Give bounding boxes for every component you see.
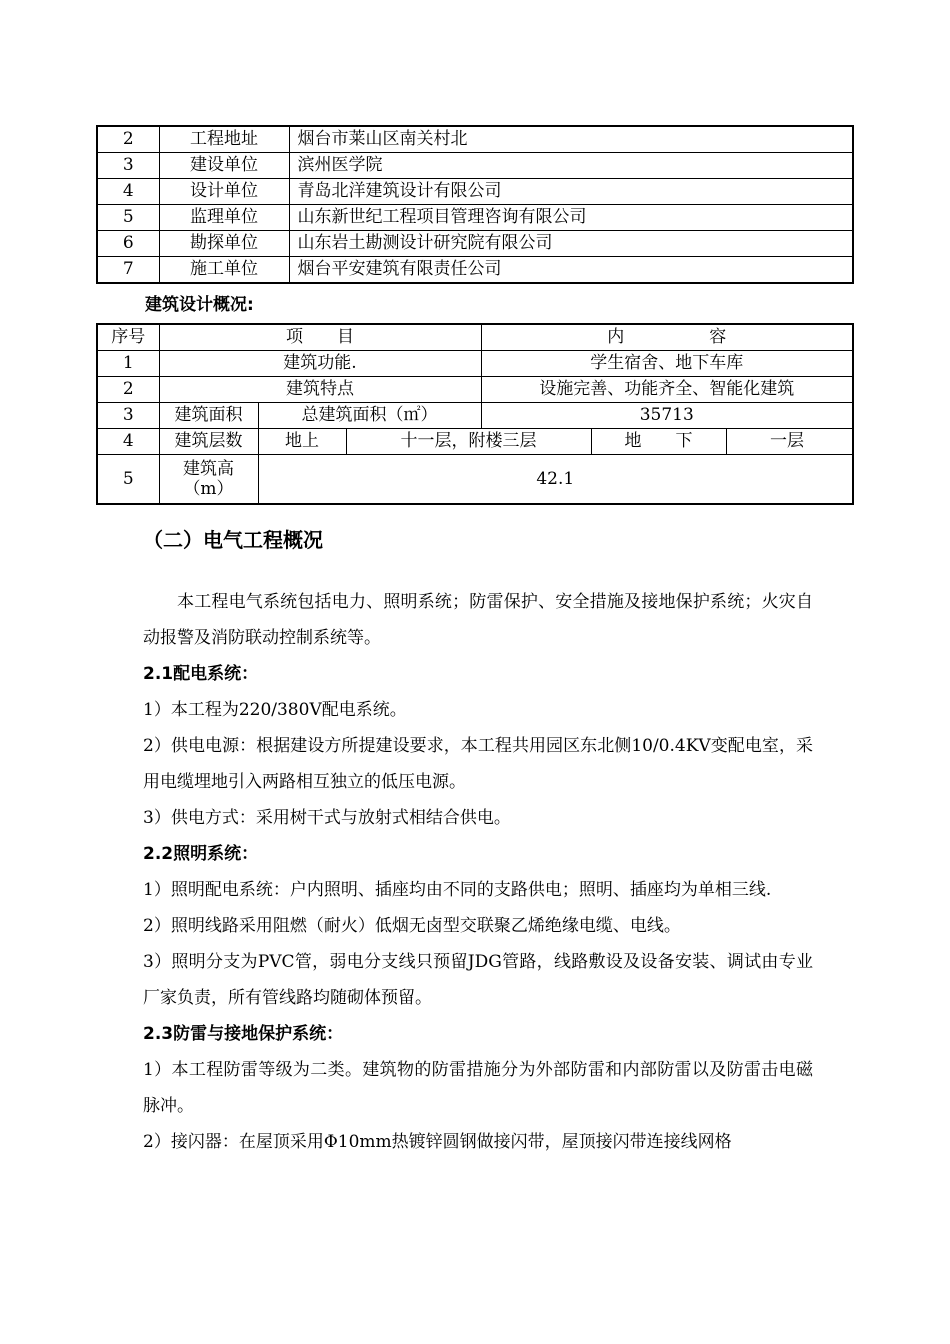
table-row	[97, 126, 853, 153]
paragraph: 1）照明配电系统：户内照明、插座均由不同的支路供电；照明、插座均为单相三线.	[143, 880, 772, 900]
section-body	[143, 584, 813, 1160]
row-label: 勘探单位	[159, 231, 289, 257]
paragraph: 2）供电电源：根据建设方所提建设要求，本工程共用园区东北侧10/0.4KV变配电室，采用电缆埋地引入两路相互独立的低压电源。	[143, 736, 813, 792]
above-ground-value: 十一层，附楼三层	[346, 429, 591, 455]
paragraph: 2）接闪器：在屋顶采用Φ10mm热镀锌圆钢做接闪带，屋顶接闪带连接线网格	[143, 1132, 732, 1152]
subheading: 2.3防雷与接地保护系统：	[143, 1024, 344, 1044]
row-number: 5	[97, 205, 159, 231]
design-table-title: 建筑设计概况:	[145, 295, 254, 315]
table-row	[97, 153, 853, 179]
row-value: 山东岩土勘测设计研究院有限公司	[289, 231, 853, 257]
paragraph: 2）照明线路采用阻燃（耐火）低烟无卤型交联聚乙烯绝缘电缆、电线。	[143, 916, 681, 936]
row-number: 4	[97, 179, 159, 205]
table-row	[97, 351, 853, 377]
row-item: 建筑高（m）	[159, 455, 258, 505]
paragraph: 1）本工程防雷等级为二类。建筑物的防雷措施分为外部防雷和内部防雷以及防雷击电磁脉冲。	[143, 1060, 813, 1116]
row-content: 35713	[481, 403, 853, 429]
table-row	[97, 429, 853, 455]
below-ground-label: 地 下	[591, 429, 726, 455]
row-label: 工程地址	[159, 126, 289, 153]
row-number: 3	[97, 153, 159, 179]
row-number: 2	[97, 377, 159, 403]
paragraph: 1）本工程为220/380V配电系统。	[143, 700, 407, 720]
row-label: 监理单位	[159, 205, 289, 231]
row-item: 建筑功能.	[159, 351, 481, 377]
row-item: 建筑层数	[159, 429, 258, 455]
row-item: 建筑面积	[159, 403, 258, 429]
project-info-table	[96, 125, 854, 284]
table-row	[97, 257, 853, 284]
subheading: 2.1配电系统：	[143, 664, 259, 684]
table-row	[97, 205, 853, 231]
row-item: 建筑特点	[159, 377, 481, 403]
table-row	[97, 403, 853, 429]
table-row	[97, 377, 853, 403]
row-number: 1	[97, 351, 159, 377]
row-value: 山东新世纪工程项目管理咨询有限公司	[289, 205, 853, 231]
row-value: 烟台市莱山区南关村北	[289, 126, 853, 153]
paragraph: 3）照明分支为PVC管，弱电分支线只预留JDG管路，线路敷设及设备安装、调试由专业厂家负责，所有管线路均随砌体预留。	[143, 952, 813, 1008]
row-number: 2	[97, 126, 159, 153]
paragraph: 本工程电气系统包括电力、照明系统；防雷保护、安全措施及接地保护系统；火灾自动报警及消防联动控制系统等。	[143, 592, 813, 648]
row-number: 3	[97, 403, 159, 429]
row-content: 学生宿舍、地下车库	[481, 351, 853, 377]
paragraph: 3）供电方式：采用树干式与放射式相结合供电。	[143, 808, 511, 828]
section-heading: （二）电气工程概况	[143, 528, 323, 552]
building-design-table	[96, 323, 854, 505]
header-number: 序号	[97, 324, 159, 351]
subheading: 2.2照明系统：	[143, 844, 259, 864]
row-label: 建设单位	[159, 153, 289, 179]
above-ground-label: 地上	[258, 429, 346, 455]
row-subitem: 总建筑面积（㎡）	[258, 403, 481, 429]
row-number: 7	[97, 257, 159, 284]
row-number: 6	[97, 231, 159, 257]
table-row	[97, 231, 853, 257]
row-value: 青岛北洋建筑设计有限公司	[289, 179, 853, 205]
below-ground-value: 一层	[726, 429, 853, 455]
table-row	[97, 179, 853, 205]
row-number: 4	[97, 429, 159, 455]
row-label: 设计单位	[159, 179, 289, 205]
header-content: 内 容	[481, 324, 853, 351]
row-content: 42.1	[258, 455, 853, 505]
table-header-row	[97, 324, 853, 351]
row-value: 滨州医学院	[289, 153, 853, 179]
row-content: 设施完善、功能齐全、智能化建筑	[481, 377, 853, 403]
row-value: 烟台平安建筑有限责任公司	[289, 257, 853, 284]
row-number: 5	[97, 455, 159, 505]
row-label: 施工单位	[159, 257, 289, 284]
table-row	[97, 455, 853, 505]
header-item: 项 目	[159, 324, 481, 351]
